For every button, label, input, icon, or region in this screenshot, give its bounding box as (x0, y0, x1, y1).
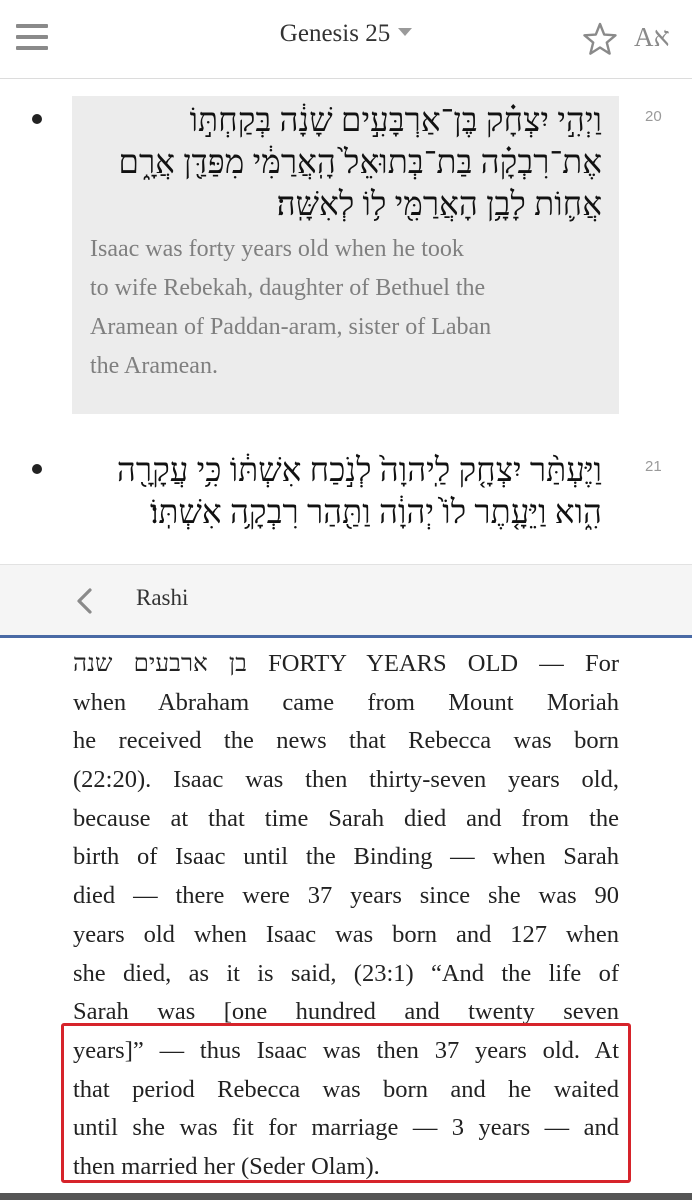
english-line: Isaac was forty years old when he took (90, 236, 464, 262)
verse-20-highlight[interactable] (72, 96, 619, 414)
verse-bullet (32, 464, 42, 474)
back-chevron-icon[interactable] (74, 587, 96, 615)
page-title: Genesis 25 (279, 20, 391, 47)
commentary-line: בן ארבעים שנה FORTY YEARS OLD — For (73, 650, 619, 677)
star-icon[interactable] (583, 22, 617, 56)
commentary-line: then married her (Seder Olam). (73, 1152, 380, 1180)
top-bar (0, 0, 692, 79)
hebrew-line: אֲח֛וֹת לָבָ֥ן הָאֲרַמִּ֖י ל֥וֹ לְאִשָּֽׁה׃ (276, 187, 602, 223)
commentary-line: birth of Isaac until the Binding — when Sarah (73, 843, 619, 871)
verse-bullet (32, 114, 42, 124)
verse-21-box[interactable] (72, 450, 619, 534)
bottom-edge (0, 1193, 692, 1200)
commentary-line: when Abraham came from Mount Moriah (73, 688, 619, 716)
verse-number: 21 (645, 458, 662, 475)
chevron-down-icon (398, 28, 412, 36)
english-line: to wife Rebekah, daughter of Bethuel the (90, 275, 486, 301)
verse-21-hebrew (72, 450, 619, 534)
commentary-line: she died, as it is said, (23:1) “And the life of (73, 959, 619, 987)
english-line: Aramean of Paddan-aram, sister of Laban (90, 314, 492, 340)
commentary-line: that period Rebecca was born and he waited (73, 1075, 619, 1103)
english-line: the Aramean. (90, 353, 218, 379)
commentary-line: (22:20). Isaac was then thirty-seven years old, (73, 766, 619, 794)
hebrew-line: וַיֶּעְתַּ֨ר יִצְחָ֤ק לַֽיהוָה֙ לְנֹ֣כַח אִשְׁתּ֔וֹ כִּ֥י עֲקָרָ֖ה (116, 453, 602, 489)
hebrew-line: וַיְהִ֣י יִצְחָ֗ק בֶּן־אַרְבָּעִ֣ים שָׁנָ֔ה בְּקַחְתּ֣וֹ (189, 103, 602, 139)
commentary-header (0, 564, 692, 638)
verse-20-english (72, 230, 619, 386)
commentary-title: Rashi (136, 585, 189, 610)
commentary-line: died — there were 37 years since she was 90 (73, 882, 619, 910)
hebrew-line: אֶת־רִבְקָ֗ה בַּת־בְּתוּאֵל֙ הָֽאֲרַמִּ֔י מִפַּדַּ֖ן אֲרָ֑ם (118, 145, 602, 181)
highlight-annotation-box (61, 1023, 631, 1183)
commentary-line: because at that time Sarah died and from the (73, 804, 619, 832)
language-toggle-icon[interactable]: Aא (634, 22, 670, 52)
commentary-line: Sarah was [one hundred and twenty seven (73, 998, 619, 1026)
hebrew-line: הִ֑וא וַיֵּעָ֤תֶר לוֹ֙ יְהוָ֔ה וַתַּ֖הַר רִבְקָ֥ה אִשְׁתּֽוֹ׃ (149, 495, 602, 531)
commentary-line: years old when Isaac was born and 127 when (73, 920, 619, 948)
commentary-line: years]” — thus Isaac was then 37 years old. At (73, 1036, 619, 1064)
commentary-line: until she was fit for marriage — 3 years — and (73, 1114, 619, 1142)
verse-number: 20 (645, 108, 662, 125)
verse-20-hebrew (72, 96, 619, 226)
commentary-line: he received the news that Rebecca was born (73, 727, 619, 755)
